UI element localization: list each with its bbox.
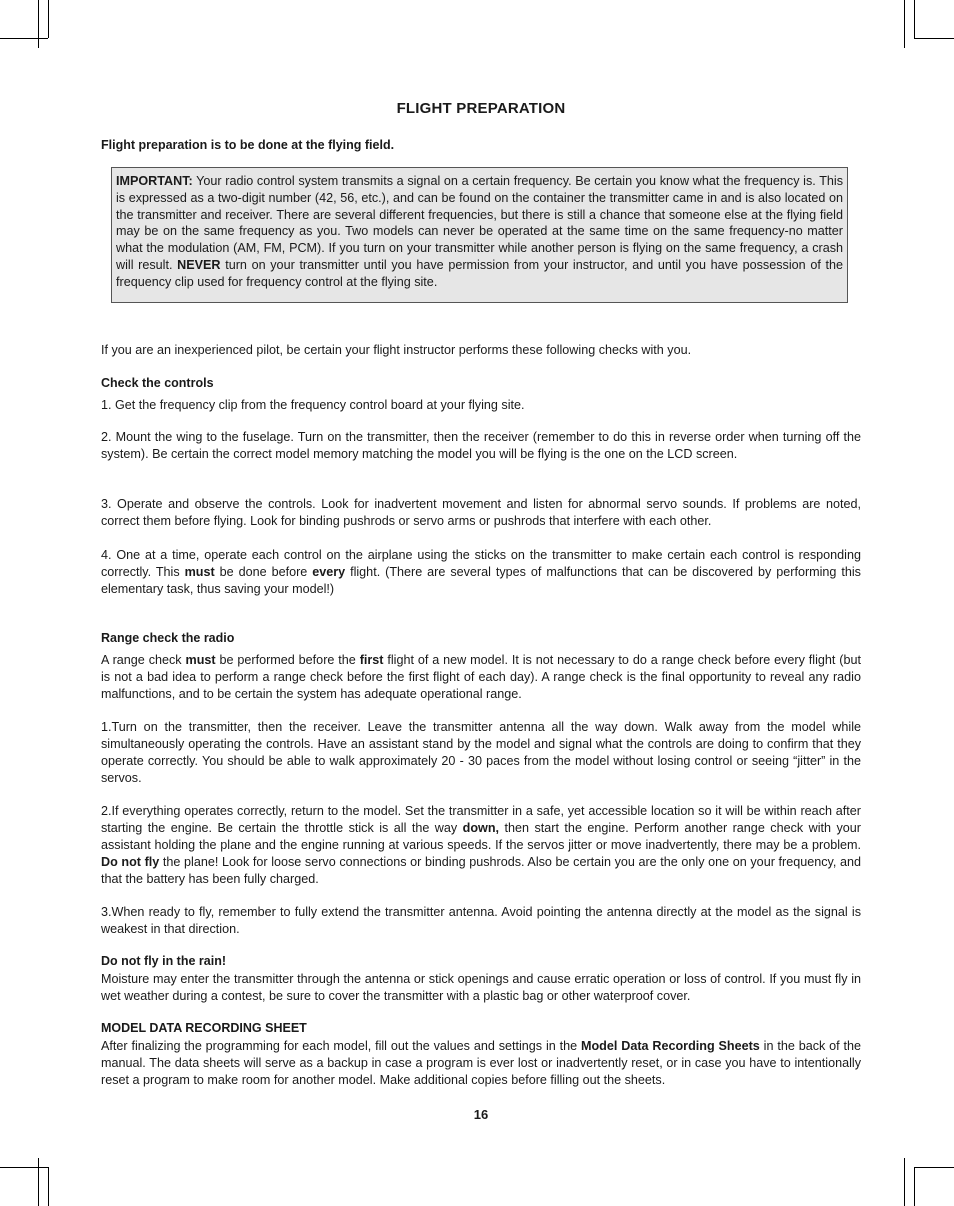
- must-emphasis: must: [185, 653, 216, 667]
- check-step-2: 2. Mount the wing to the fuselage. Turn on the transmitter, then the receiver (remember to do this in reverse order when turning off the system). Be certain the correct model memory matching the model you will be flying is the one on the LCD screen.: [101, 430, 861, 461]
- range-intro-text: be performed before the: [215, 653, 360, 667]
- range-step-1: 1.Turn on the transmitter, then the receiver. Leave the transmitter antenna all the way down. Walk away from the model while simultaneously operating the controls. Have an assistant stand by the model and signal what the controls are doing to confirm that they operate correctly. You should be able to walk approximately 20 - 30 paces from the model without losing control or seeing “jitter” in the servos.: [101, 720, 861, 785]
- rain-paragraph: Moisture may enter the transmitter through the antenna or stick openings and cause erratic operation or loss of control. If you must fly in wet weather during a contest, be sure to cover the transmitter with a plastic bag or other waterproof cover.: [101, 972, 861, 1003]
- check-step-1: 1. Get the frequency clip from the frequency control board at your flying site.: [101, 398, 525, 412]
- range-check-intro: [101, 652, 861, 703]
- check-step-4-text: be done before: [214, 564, 313, 579]
- crop-mark: [38, 1158, 39, 1206]
- page-number: 16: [473, 1107, 489, 1122]
- must-emphasis: must: [184, 564, 215, 579]
- page-subtitle: Flight preparation is to be done at the flying field.: [101, 138, 395, 152]
- crop-mark: [914, 0, 915, 38]
- crop-mark: [48, 1167, 49, 1206]
- check-step-3: 3. Operate and observe the controls. Look for inadvertent movement and listen for abnormal servo sounds. If problems are noted, correct them before flying. Look for binding pushrods or servo arms or pushrods that interfere with each other.: [101, 497, 861, 528]
- check-step-4-text: flight. (There are several types of malfunctions that can be discovered by performing this elementary task, thus saving your model!): [101, 564, 861, 596]
- range-step-2-text: then start the engine. Perform another range check with your assistant holding the plane and the engine running at various speeds. If the servos jitter or move inadvertently, there may be a problem.: [101, 820, 861, 852]
- range-step-2-text: 2.If everything operates correctly, return to the model. Set the transmitter in a safe, yet accessible location so it will be within reach after starting the engine. Be certain the throttle stick is all the way: [101, 804, 861, 835]
- crop-mark: [914, 1167, 915, 1206]
- page-title: FLIGHT PREPARATION: [396, 100, 566, 117]
- important-notice-box: [111, 167, 848, 303]
- crop-mark: [914, 1167, 954, 1168]
- model-data-text: in the back of the manual. The data sheets will serve as a backup in case a program is ever lost or inadvertently reset, or in case you have to intentionally reset a program to make room for another model. Make additional copies before filling out the sheets.: [101, 1039, 862, 1087]
- rain-heading: Do not fly in the rain!: [101, 954, 226, 968]
- model-data-paragraph: [101, 1038, 861, 1089]
- intro-paragraph: If you are an inexperienced pilot, be certain your flight instructor performs these following checks with you.: [101, 343, 692, 357]
- check-step-4: [101, 547, 861, 598]
- do-not-fly-emphasis: Do not fly: [101, 854, 160, 869]
- range-check-heading: Range check the radio: [101, 631, 235, 645]
- crop-mark: [914, 38, 954, 39]
- crop-mark: [904, 1158, 905, 1206]
- check-controls-heading: Check the controls: [101, 376, 214, 390]
- important-label: IMPORTANT:: [116, 174, 193, 188]
- important-text-end: turn on your transmitter until you have permission from your instructor, and until you have possession of the frequency clip used for frequency control at the flying site.: [116, 257, 843, 289]
- range-intro-text: flight of a new model. It is not necessary to do a range check before every flight (but is not a bad idea to perform a range check before the first flight of each day). A range check is the final opportunity to reveal any radio malfunctions, and to be certain the system has adequate operational range.: [101, 653, 862, 701]
- range-step-2-text: the plane! Look for loose servo connections or binding pushrods. Also be certain you are the only one on your frequency, and that the battery has been fully charged.: [101, 854, 861, 886]
- range-intro-text: A range check: [101, 653, 186, 667]
- crop-mark: [0, 38, 48, 39]
- model-data-heading: MODEL DATA RECORDING SHEET: [101, 1021, 307, 1035]
- range-step-3: 3.When ready to fly, remember to fully extend the transmitter antenna. Avoid pointing the antenna directly at the model as the signal is weakest in that direction.: [101, 905, 861, 936]
- crop-mark: [48, 0, 49, 38]
- down-emphasis: down,: [462, 820, 500, 835]
- crop-mark: [904, 0, 905, 48]
- check-step-4-text: 4. One at a time, operate each control on the airplane using the sticks on the transmitter to make certain each control is responding correctly. This: [101, 548, 861, 579]
- model-data-text: After finalizing the programming for each model, fill out the values and settings in the: [101, 1039, 581, 1053]
- never-emphasis: NEVER: [177, 257, 221, 272]
- first-emphasis: first: [359, 653, 384, 667]
- every-emphasis: every: [312, 564, 346, 579]
- model-data-sheets-emphasis: Model Data Recording Sheets: [580, 1039, 760, 1053]
- range-step-2: [101, 803, 861, 888]
- crop-mark: [0, 1167, 48, 1168]
- crop-mark: [38, 0, 39, 48]
- important-text: Your radio control system transmits a signal on a certain frequency. Be certain you know what the frequency is. This is expressed as a two-digit number (42, 56, etc.), and can be found on the container the transmitter came in and is also located on the transmitter and receiver. There are several different frequencies, but there is still a chance that someone else at the flying field may be on the same frequency as you. Two models can never be operated at the same time on the same frequency-no matter what the modulation (AM, FM, PCM). If you turn on your transmitter while another person is flying on the same frequency, a crash will result.: [116, 174, 843, 272]
